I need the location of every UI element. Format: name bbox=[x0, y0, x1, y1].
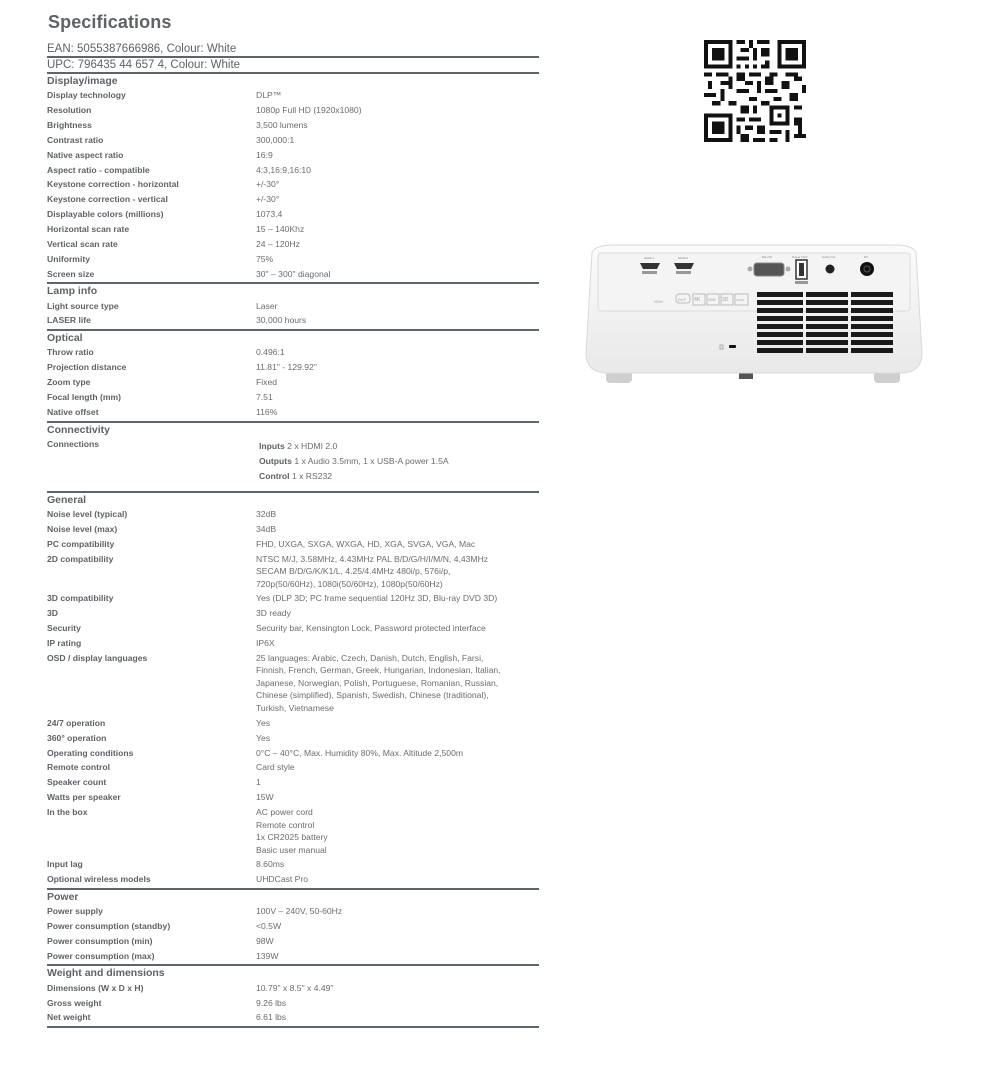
spec-label: Display technology bbox=[47, 90, 126, 101]
spec-label: OSD / display languages bbox=[47, 652, 148, 663]
spec-label: Operating conditions bbox=[47, 747, 134, 758]
spec-value: 4:3,16:9,16:10 bbox=[256, 164, 311, 175]
spec-label: Uniformity bbox=[47, 253, 90, 264]
spec-value bbox=[256, 438, 539, 484]
spec-label: Gross weight bbox=[47, 997, 102, 1008]
spec-row bbox=[47, 790, 539, 805]
spec-row bbox=[47, 405, 539, 420]
spec-value: 16:9 bbox=[256, 149, 273, 160]
spec-value-line: Basic user manual bbox=[256, 844, 327, 855]
spec-row bbox=[47, 934, 539, 949]
spec-label: Native aspect ratio bbox=[47, 149, 124, 160]
spec-label: Power supply bbox=[47, 906, 103, 917]
spec-row bbox=[47, 621, 539, 636]
spec-value: IP6X bbox=[256, 638, 275, 648]
spec-value: 34dB bbox=[256, 523, 277, 534]
spec-row-connections bbox=[47, 437, 539, 490]
spec-label: Net weight bbox=[47, 1012, 91, 1023]
spec-row bbox=[47, 360, 539, 375]
spec-label: Zoom type bbox=[47, 377, 91, 388]
svg-text:DC: DC bbox=[864, 255, 869, 259]
section-connectivity bbox=[47, 423, 539, 493]
hdmi-port-icon bbox=[674, 263, 694, 274]
svg-text:Audio Out: Audio Out bbox=[822, 255, 836, 259]
spec-label: LASER life bbox=[47, 315, 91, 326]
spec-row bbox=[47, 237, 539, 252]
spec-row bbox=[47, 551, 539, 591]
spec-value: 1073.4 bbox=[256, 209, 283, 220]
spec-label: 3D compatibility bbox=[47, 593, 114, 604]
spec-label: Contrast ratio bbox=[47, 134, 104, 145]
spec-value: 0°C – 40°C, Max. Humidity 80%, Max. Altitude 2,500m bbox=[256, 747, 464, 758]
spec-label: Resolution bbox=[47, 105, 92, 116]
spec-label: Throw ratio bbox=[47, 347, 94, 358]
spec-label: Focal length (mm) bbox=[47, 391, 122, 402]
spec-value: 1080p Full HD (1920x1080) bbox=[256, 105, 362, 116]
spec-value: Security bar, Kensington Lock, Password protected interface bbox=[256, 623, 486, 634]
section-display bbox=[47, 74, 539, 284]
spec-row bbox=[47, 207, 539, 222]
spec-row bbox=[47, 192, 539, 207]
spec-row bbox=[47, 857, 539, 872]
spec-value: Card style bbox=[256, 762, 295, 773]
svg-text:HDMI 2: HDMI 2 bbox=[678, 256, 689, 260]
conn-inputs bbox=[259, 439, 539, 454]
spec-value: 139W bbox=[256, 950, 279, 961]
spec-row bbox=[47, 267, 539, 282]
spec-label: Noise level (typical) bbox=[47, 508, 128, 519]
spec-label: Power consumption (standby) bbox=[47, 921, 171, 931]
svg-text:3D: 3D bbox=[722, 297, 729, 303]
spec-row bbox=[47, 103, 539, 118]
spec-label: Power consumption (max) bbox=[47, 950, 155, 961]
kensington-slot bbox=[729, 345, 736, 348]
conn-value: 2 x HDMI 2.0 bbox=[287, 440, 338, 451]
section-heading: Weight and dimensions bbox=[47, 967, 165, 980]
spec-label: Speaker count bbox=[47, 777, 107, 788]
hdmi-port-icon bbox=[640, 263, 660, 274]
section-general bbox=[47, 493, 539, 890]
spec-value: +/-30° bbox=[256, 194, 280, 205]
spec-value: 15 – 140Khz bbox=[256, 224, 305, 235]
spec-value: 1 bbox=[256, 777, 261, 788]
spec-label: IP rating bbox=[47, 638, 82, 648]
spec-row bbox=[47, 651, 539, 716]
spec-label: Power consumption (min) bbox=[47, 935, 153, 946]
svg-text:DLP: DLP bbox=[678, 297, 686, 302]
spec-row bbox=[47, 919, 539, 934]
spec-row bbox=[47, 390, 539, 405]
spec-row bbox=[47, 760, 539, 775]
section-heading: General bbox=[47, 493, 87, 506]
section-heading: Connectivity bbox=[47, 423, 111, 436]
spec-row bbox=[47, 313, 539, 328]
spec-label: Watts per speaker bbox=[47, 792, 121, 803]
spec-label: Keystone correction - vertical bbox=[47, 194, 168, 205]
spec-label: Light source type bbox=[47, 300, 119, 311]
conn-value: 1 x Audio 3.5mm, 1 x USB-A power 1.5A bbox=[294, 455, 449, 466]
spec-value-line: 1x CR2025 battery bbox=[256, 832, 328, 842]
spec-row bbox=[47, 252, 539, 267]
spec-value: UHDCast Pro bbox=[256, 874, 309, 885]
spec-row bbox=[47, 345, 539, 360]
spec-value: 30" – 300" diagonal bbox=[256, 268, 331, 279]
spec-value: 98W bbox=[256, 935, 274, 946]
spec-label: PC compatibility bbox=[47, 538, 115, 549]
spec-row bbox=[47, 904, 539, 919]
svg-text:4K: 4K bbox=[694, 297, 701, 303]
svg-text:HDMI: HDMI bbox=[654, 300, 663, 304]
spec-label: Displayable colors (millions) bbox=[47, 209, 164, 220]
spec-value-line: NTSC M/J, 3.58MHz, 4.43MHz PAL B/D/G/H/I/M/N, 4,43MHz bbox=[256, 553, 489, 564]
spec-row bbox=[47, 775, 539, 790]
conn-label: Control bbox=[259, 470, 290, 481]
spec-label: Connections bbox=[47, 438, 100, 449]
spec-value bbox=[256, 553, 539, 591]
conn-label: Outputs bbox=[259, 455, 292, 466]
section-heading: Display/image bbox=[47, 75, 118, 87]
spec-row bbox=[47, 522, 539, 537]
audio-out-icon bbox=[826, 265, 835, 274]
conn-label: Inputs bbox=[259, 440, 285, 451]
projector-rear-image bbox=[584, 243, 924, 386]
spec-row bbox=[47, 162, 539, 177]
spec-value: 100V – 240V, 50-60Hz bbox=[256, 906, 343, 917]
spec-label: Screen size bbox=[47, 268, 95, 279]
spec-label: 3D bbox=[47, 608, 58, 619]
spec-row bbox=[47, 716, 539, 731]
spec-value-line: Chinese (simplified), Spanish, Swedish, Chinese (traditional), bbox=[256, 690, 489, 701]
spec-value: 116% bbox=[256, 406, 278, 417]
spec-value: 32dB bbox=[256, 508, 277, 519]
spec-label: Optional wireless models bbox=[47, 874, 151, 885]
spec-label: In the box bbox=[47, 807, 88, 817]
spec-value-line: AC power cord bbox=[256, 807, 313, 817]
spec-value: 3D ready bbox=[256, 608, 291, 619]
spec-row bbox=[47, 375, 539, 390]
spec-label: Aspect ratio - compatible bbox=[47, 164, 150, 175]
rs232-port-icon bbox=[748, 263, 791, 276]
spec-value: 30,000 hours bbox=[256, 315, 307, 326]
svg-text:1080p: 1080p bbox=[736, 298, 745, 302]
conn-control bbox=[259, 469, 539, 484]
spec-row bbox=[47, 730, 539, 745]
spec-value: 9.26 lbs bbox=[256, 997, 287, 1008]
spec-value-line: Remote control bbox=[256, 819, 315, 830]
page-title: Specifications bbox=[48, 12, 172, 32]
section-heading: Optical bbox=[47, 332, 83, 345]
spec-row bbox=[47, 298, 539, 313]
spec-value: 11.81" - 129.92" bbox=[256, 362, 317, 373]
spec-row bbox=[47, 177, 539, 192]
section-lamp bbox=[47, 284, 539, 331]
spec-row bbox=[47, 805, 539, 857]
spec-value: 300,000:1 bbox=[256, 134, 295, 145]
spec-value: 0.496:1 bbox=[256, 347, 285, 358]
spec-label: Input lag bbox=[47, 859, 83, 870]
section-heading: Power bbox=[47, 890, 79, 903]
spec-label: Keystone correction - horizontal bbox=[47, 179, 179, 190]
spec-label: Vertical scan rate bbox=[47, 238, 118, 249]
spec-row bbox=[47, 88, 539, 103]
spec-value: Laser bbox=[256, 300, 278, 311]
spec-row bbox=[47, 536, 539, 551]
spec-value: 10.79" x 8.5" x 4.49" bbox=[256, 982, 334, 993]
ean-line: EAN: 5055387666986, Colour: White bbox=[47, 42, 539, 58]
upc-line: UPC: 796435 44 657 4, Colour: White bbox=[47, 58, 539, 74]
spec-label: 360° operation bbox=[47, 732, 107, 743]
svg-text:HDMI 1: HDMI 1 bbox=[644, 256, 655, 260]
spec-value-line: SECAM B/D/G/K/K1/L, 4.25/4.4MHz 480i/p, 576i/p, bbox=[256, 566, 451, 576]
spec-value: 6.61 lbs bbox=[256, 1012, 287, 1023]
section-weight bbox=[47, 966, 539, 1028]
qr-code-image bbox=[704, 40, 806, 142]
spec-row bbox=[47, 606, 539, 621]
spec-value: 7.51 bbox=[256, 391, 273, 402]
spec-label: Security bbox=[47, 623, 81, 634]
spec-value: Yes bbox=[256, 732, 271, 743]
spec-value-line: Japanese, Norwegian, Polish, Portuguese, Romanian, Russian, bbox=[256, 677, 499, 688]
conn-value: 1 x RS232 bbox=[291, 470, 333, 481]
spec-row bbox=[47, 745, 539, 760]
spec-value bbox=[256, 652, 539, 715]
spec-value: Yes (DLP 3D; PC frame sequential 120Hz 3D, Blu-ray DVD 3D) bbox=[256, 593, 498, 604]
spec-value: 24 – 120Hz bbox=[256, 238, 300, 249]
spec-label: Projection distance bbox=[47, 362, 127, 373]
spec-row bbox=[47, 872, 539, 887]
spec-value bbox=[256, 806, 539, 856]
svg-text:HDR: HDR bbox=[708, 298, 716, 302]
spec-label: Noise level (max) bbox=[47, 523, 118, 534]
spec-row bbox=[47, 636, 539, 651]
spec-value: 15W bbox=[256, 792, 274, 803]
spec-label: 2D compatibility bbox=[47, 553, 114, 564]
spec-value: Fixed bbox=[256, 377, 278, 388]
spec-row bbox=[47, 1010, 539, 1025]
section-power bbox=[47, 890, 539, 967]
spec-value: 75% bbox=[256, 253, 274, 264]
spec-value: Yes bbox=[256, 717, 271, 728]
spec-row bbox=[47, 133, 539, 148]
spec-value: <0.5W bbox=[256, 921, 282, 931]
spec-label: Dimensions (W x D x H) bbox=[47, 982, 144, 993]
spec-value: DLP™ bbox=[256, 90, 282, 101]
spec-row bbox=[47, 591, 539, 606]
spec-value-line: 25 languages: Arabic, Czech, Danish, Dutch, English, Farsi, bbox=[256, 652, 484, 663]
spec-row bbox=[47, 949, 539, 964]
spec-value-line: Finnish, French, German, Greek, Hungarian, Indonesian, Italian, bbox=[256, 665, 501, 676]
spec-row bbox=[47, 980, 539, 995]
spec-row bbox=[47, 222, 539, 237]
svg-text:Power OUT: Power OUT bbox=[792, 255, 808, 259]
spec-value: FHD, UXGA, SXGA, WXGA, HD, XGA, SVGA, VGA, Mac bbox=[256, 538, 476, 549]
spec-table bbox=[47, 42, 539, 1028]
spec-label: 24/7 operation bbox=[47, 717, 106, 728]
spec-row bbox=[47, 148, 539, 163]
spec-row bbox=[47, 507, 539, 522]
spec-label: Native offset bbox=[47, 406, 99, 417]
conn-outputs bbox=[259, 454, 539, 469]
spec-label: Horizontal scan rate bbox=[47, 224, 130, 235]
spec-row bbox=[47, 995, 539, 1010]
svg-text:RS-232: RS-232 bbox=[762, 255, 773, 259]
spec-value-line: Turkish, Vietnamese bbox=[256, 702, 334, 713]
spec-value: 3,500 lumens bbox=[256, 119, 308, 130]
spec-value-line: 720p(50/60Hz), 1080i(50/60Hz), 1080p(50/60Hz) bbox=[256, 578, 443, 589]
section-heading: Lamp info bbox=[47, 285, 98, 298]
spec-row bbox=[47, 118, 539, 133]
spec-label: Brightness bbox=[47, 119, 92, 130]
dc-power-icon bbox=[860, 262, 874, 276]
spec-value: 8.60ms bbox=[256, 859, 285, 870]
spec-value: +/-30° bbox=[256, 179, 280, 190]
section-optical bbox=[47, 331, 539, 422]
spec-label: Remote control bbox=[47, 762, 111, 773]
